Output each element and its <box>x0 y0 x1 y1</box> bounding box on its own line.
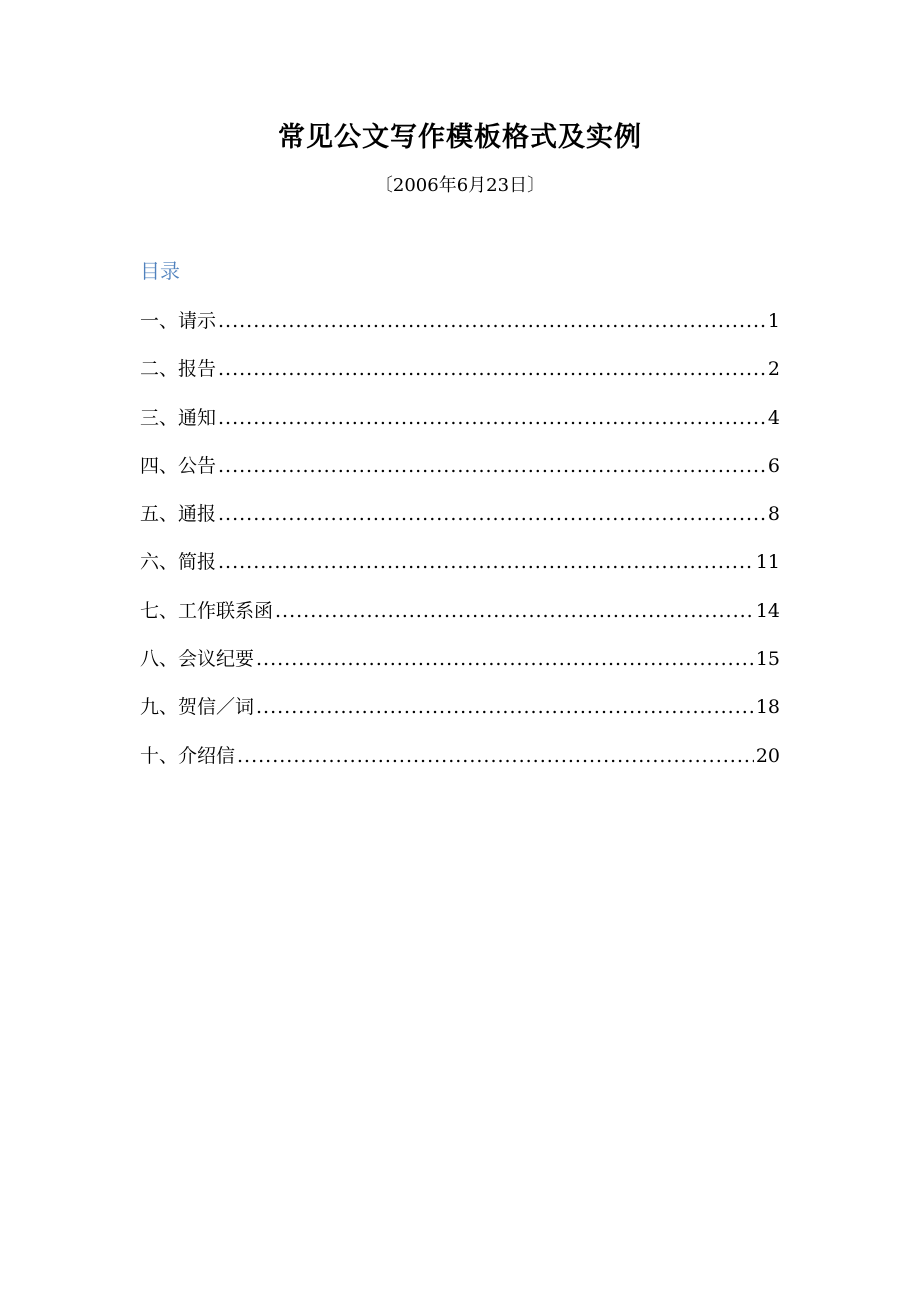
toc-leader-dots <box>237 739 754 773</box>
toc-entry-page: 8 <box>767 503 780 526</box>
toc-leader-dots <box>218 352 766 386</box>
table-of-contents <box>140 304 780 787</box>
toc-leader-dots <box>218 449 766 483</box>
toc-entry-page: 20 <box>755 744 780 767</box>
toc-entry-page: 4 <box>767 406 780 429</box>
toc-entry[interactable] <box>140 642 780 690</box>
toc-entry-page: 15 <box>755 648 780 671</box>
toc-entry-label: 九、贺信／词 <box>140 696 255 719</box>
toc-entry[interactable] <box>140 690 780 738</box>
toc-leader-dots <box>218 545 754 579</box>
document-title: 常见公文写作模板格式及实例 <box>278 122 642 153</box>
toc-entry-label: 四、公告 <box>140 454 217 477</box>
toc-leader-dots <box>218 401 766 435</box>
toc-leader-dots <box>218 304 766 338</box>
toc-entry-page: 18 <box>755 696 780 719</box>
toc-entry[interactable] <box>140 304 780 352</box>
toc-entry[interactable] <box>140 449 780 497</box>
toc-entry-label: 一、请示 <box>140 310 217 332</box>
toc-heading: 目录 <box>140 259 180 283</box>
toc-entry-label: 五、通报 <box>140 503 217 526</box>
toc-entry[interactable] <box>140 401 780 449</box>
toc-entry-page: 1 <box>767 310 780 332</box>
toc-entry-page: 2 <box>767 358 780 381</box>
toc-entry-label: 六、简报 <box>140 551 217 574</box>
toc-entry-label: 二、报告 <box>140 358 217 381</box>
toc-leader-dots <box>256 642 754 676</box>
toc-entry-page: 14 <box>755 599 780 622</box>
toc-entry[interactable] <box>140 739 780 787</box>
toc-entry-page: 11 <box>755 551 780 574</box>
toc-entry[interactable] <box>140 545 780 593</box>
toc-leader-dots <box>256 690 754 724</box>
toc-entry-page: 6 <box>767 454 780 477</box>
toc-entry[interactable] <box>140 594 780 642</box>
toc-entry[interactable] <box>140 497 780 545</box>
toc-leader-dots <box>275 594 754 628</box>
toc-entry-label: 七、工作联系函 <box>140 599 274 622</box>
document-date: 〔2006年6月23日〕 <box>374 175 546 196</box>
toc-entry[interactable] <box>140 352 780 400</box>
toc-entry-label: 十、介绍信 <box>140 744 236 767</box>
toc-leader-dots <box>218 497 766 531</box>
toc-entry-label: 三、通知 <box>140 406 217 429</box>
toc-entry-label: 八、会议纪要 <box>140 648 255 671</box>
